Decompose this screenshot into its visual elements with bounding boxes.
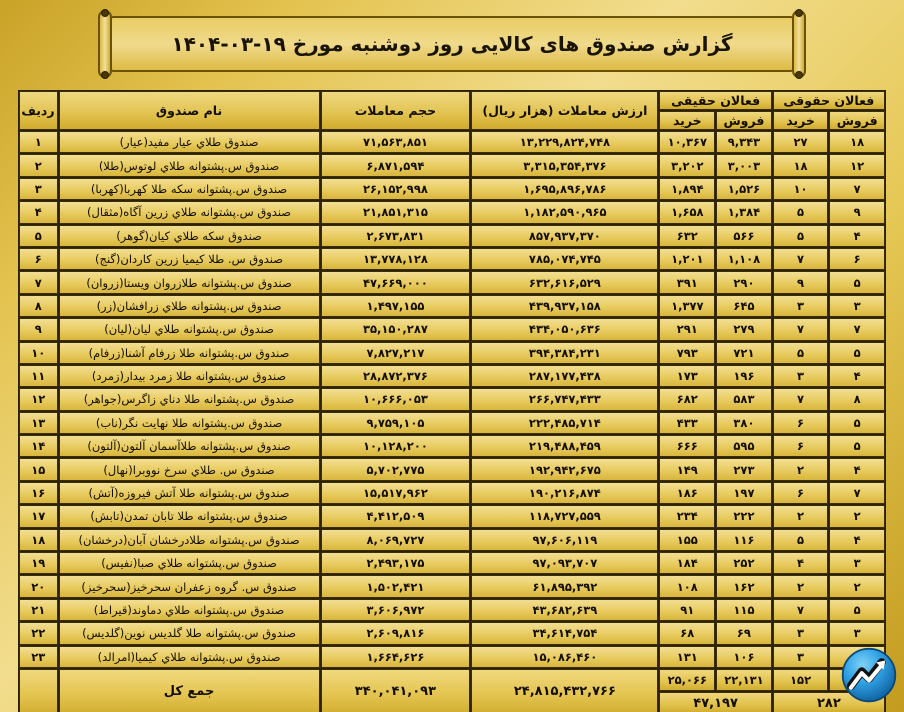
cell-fund-name: صندوق س.پشتوانه طلازروان ويستا(زروان) <box>59 271 320 293</box>
cell-fund-name: صندوق س.پشتوانه طلا نهايت نگر(ناب) <box>59 412 320 434</box>
cell-real-sell: ۶۴۵ <box>716 295 772 317</box>
cell-volume: ۱,۴۹۷,۱۵۵ <box>321 295 471 317</box>
cell-legal-buy: ۳ <box>773 365 829 387</box>
cell-legal-sell: ۲ <box>829 505 885 527</box>
cell-legal-buy: ۶ <box>773 482 829 504</box>
cell-legal-buy: ۶ <box>773 435 829 457</box>
cell-legal-buy: ۲ <box>773 505 829 527</box>
cell-legal-sell: ۵ <box>829 435 885 457</box>
cell-legal-sell: ۷ <box>829 482 885 504</box>
scroll-knob-bottom-left <box>101 71 109 79</box>
cell-volume: ۴,۴۱۲,۵۰۹ <box>321 505 471 527</box>
table-row <box>19 201 885 223</box>
chart-arrow-logo[interactable] <box>840 646 898 704</box>
total-value: ۲۴,۸۱۵,۴۳۲,۷۶۶ <box>471 669 658 712</box>
cell-volume: ۲۶,۱۵۲,۹۹۸ <box>321 178 471 200</box>
header-volume: حجم معاملات <box>321 91 471 130</box>
cell-row-index: ۱۶ <box>19 482 58 504</box>
table-row <box>19 458 885 480</box>
cell-legal-sell: ۹ <box>829 201 885 223</box>
cell-volume: ۷۱,۵۶۳,۸۵۱ <box>321 131 471 153</box>
cell-fund-name: صندوق س.پشتوانه طلاي زرين آگاه(مثقال) <box>59 201 320 223</box>
cell-value: ۳,۳۱۵,۳۵۴,۳۷۶ <box>471 154 658 176</box>
cell-real-buy: ۱۰۸ <box>659 575 715 597</box>
cell-fund-name: صندوق س.پشتوانه طلا آتش فيروزه(آتش) <box>59 482 320 504</box>
cell-legal-buy: ۶ <box>773 412 829 434</box>
table-row <box>19 529 885 551</box>
cell-fund-name: صندوق س.پشتوانه طلاي ليان(ليان) <box>59 318 320 340</box>
cell-legal-buy: ۵ <box>773 225 829 247</box>
cell-legal-buy: ۲ <box>773 458 829 480</box>
cell-row-index: ۱۳ <box>19 412 58 434</box>
cell-real-buy: ۱,۸۹۴ <box>659 178 715 200</box>
cell-volume: ۱,۵۰۲,۴۲۱ <box>321 575 471 597</box>
cell-fund-name: صندوق س. گروه زعفران سحرخيز(سحرخيز) <box>59 575 320 597</box>
cell-volume: ۲,۶۰۹,۸۱۶ <box>321 622 471 644</box>
table-footer <box>19 669 885 712</box>
cell-value: ۸۵۷,۹۳۷,۳۷۰ <box>471 225 658 247</box>
cell-legal-buy: ۹ <box>773 271 829 293</box>
cell-real-buy: ۱۸۴ <box>659 552 715 574</box>
cell-row-index: ۲۰ <box>19 575 58 597</box>
cell-fund-name: صندوق س.پشتوانه طلاي لوتوس(طلا) <box>59 154 320 176</box>
table-row <box>19 599 885 621</box>
table-row <box>19 248 885 270</box>
funds-report-table <box>18 90 886 712</box>
cell-value: ۷۸۵,۰۷۴,۷۴۵ <box>471 248 658 270</box>
cell-legal-buy: ۵ <box>773 201 829 223</box>
cell-volume: ۷,۸۲۷,۲۱۷ <box>321 342 471 364</box>
scroll-knob-top-right <box>795 9 803 17</box>
cell-legal-sell: ۵ <box>829 412 885 434</box>
table-row <box>19 482 885 504</box>
table-row <box>19 435 885 457</box>
cell-volume: ۲۱,۸۵۱,۳۱۵ <box>321 201 471 223</box>
cell-legal-sell: ۱۸ <box>829 131 885 153</box>
cell-fund-name: صندوق س.پشتوانه طلا گلديس نوين(گلديس) <box>59 622 320 644</box>
cell-legal-sell: ۷ <box>829 178 885 200</box>
cell-fund-name: صندوق س.پشتوانه طلا زمرد بيدار(زمرد) <box>59 365 320 387</box>
report-banner <box>0 0 904 88</box>
header-legal-group: فعالان حقوقی <box>773 91 885 110</box>
cell-value: ۳۹۴,۳۸۴,۲۳۱ <box>471 342 658 364</box>
cell-legal-sell: ۷ <box>829 318 885 340</box>
cell-volume: ۲,۴۹۳,۱۷۵ <box>321 552 471 574</box>
cell-legal-buy: ۷ <box>773 318 829 340</box>
cell-volume: ۵,۷۰۲,۷۷۵ <box>321 458 471 480</box>
cell-fund-name: صندوق س.پشتوانه طلاي صبا(نفيس) <box>59 552 320 574</box>
cell-row-index: ۶ <box>19 248 58 270</box>
cell-real-buy: ۱۳۱ <box>659 646 715 668</box>
cell-value: ۱۳,۲۲۹,۸۲۴,۷۴۸ <box>471 131 658 153</box>
table-row <box>19 154 885 176</box>
table-row <box>19 178 885 200</box>
cell-fund-name: صندوق س.پشتوانه طلا دناي زاگرس(جواهر) <box>59 388 320 410</box>
cell-row-index: ۹ <box>19 318 58 340</box>
cell-legal-buy: ۷ <box>773 388 829 410</box>
cell-fund-name: صندوق سكه طلاي كيان(گوهر) <box>59 225 320 247</box>
cell-value: ۴۳۴,۰۵۰,۶۳۶ <box>471 318 658 340</box>
cell-row-index: ۲ <box>19 154 58 176</box>
header-row-top <box>19 91 885 110</box>
table-row <box>19 575 885 597</box>
table-row <box>19 622 885 644</box>
cell-real-buy: ۶۸ <box>659 622 715 644</box>
header-value: ارزش معاملات (هزار ریال) <box>471 91 658 130</box>
cell-value: ۹۷,۶۰۶,۱۱۹ <box>471 529 658 551</box>
table-row <box>19 271 885 293</box>
cell-real-sell: ۷۲۱ <box>716 342 772 364</box>
cell-volume: ۱۰,۶۶۶,۰۵۳ <box>321 388 471 410</box>
cell-real-sell: ۱۱۶ <box>716 529 772 551</box>
total-label: جمع كل <box>59 669 320 712</box>
cell-real-buy: ۶۸۲ <box>659 388 715 410</box>
cell-real-sell: ۲۷۹ <box>716 318 772 340</box>
header-legal-sell: فروش <box>829 111 885 130</box>
cell-fund-name: صندوق طلاي عيار مفيد(عيار) <box>59 131 320 153</box>
cell-fund-name: صندوق س.پشتوانه طلا زرفام آشنا(زرفام) <box>59 342 320 364</box>
cell-row-index: ۱۰ <box>19 342 58 364</box>
cell-fund-name: صندوق س. طلاي سرخ نووبرا(نهال) <box>59 458 320 480</box>
cell-real-sell: ۲۲۲ <box>716 505 772 527</box>
cell-real-sell: ۱۰۶ <box>716 646 772 668</box>
total-volume: ۳۴۰,۰۴۱,۰۹۳ <box>321 669 471 712</box>
cell-legal-sell: ۴ <box>829 225 885 247</box>
cell-real-sell: ۱۶۲ <box>716 575 772 597</box>
cell-row-index: ۳ <box>19 178 58 200</box>
cell-row-index: ۱۲ <box>19 388 58 410</box>
cell-real-buy: ۹۱ <box>659 599 715 621</box>
cell-real-buy: ۴۳۳ <box>659 412 715 434</box>
cell-legal-sell: ۸ <box>829 388 885 410</box>
cell-real-buy: ۳,۲۰۲ <box>659 154 715 176</box>
cell-row-index: ۱۸ <box>19 529 58 551</box>
cell-real-buy: ۱۸۶ <box>659 482 715 504</box>
cell-legal-buy: ۱۸ <box>773 154 829 176</box>
cell-legal-buy: ۵ <box>773 529 829 551</box>
cell-value: ۳۴,۶۱۴,۷۵۴ <box>471 622 658 644</box>
cell-volume: ۲۸,۸۷۲,۳۷۶ <box>321 365 471 387</box>
report-table-container <box>18 90 886 712</box>
cell-fund-name: صندوق س.پشتوانه طلاي زرافشان(زر) <box>59 295 320 317</box>
cell-legal-sell: ۳ <box>829 622 885 644</box>
table-row <box>19 505 885 527</box>
cell-value: ۹۷,۰۹۳,۷۰۷ <box>471 552 658 574</box>
cell-legal-buy: ۲۷ <box>773 131 829 153</box>
cell-fund-name: صندوق س. طلا كيميا زرين كاردان(گنج) <box>59 248 320 270</box>
cell-real-sell: ۳,۰۰۳ <box>716 154 772 176</box>
cell-legal-buy: ۴ <box>773 552 829 574</box>
cell-row-index: ۱۴ <box>19 435 58 457</box>
cell-legal-buy: ۲ <box>773 575 829 597</box>
cell-real-buy: ۱,۲۰۱ <box>659 248 715 270</box>
cell-value: ۲۶۶,۷۴۷,۴۳۳ <box>471 388 658 410</box>
cell-value: ۴۳,۶۸۲,۶۳۹ <box>471 599 658 621</box>
cell-row-index: ۱ <box>19 131 58 153</box>
grand-real-total: ۴۷,۱۹۷ <box>659 692 771 712</box>
cell-volume: ۱۰,۱۲۸,۲۰۰ <box>321 435 471 457</box>
cell-real-sell: ۳۸۰ <box>716 412 772 434</box>
cell-real-buy: ۱,۶۵۸ <box>659 201 715 223</box>
cell-legal-sell: ۴ <box>829 529 885 551</box>
cell-legal-buy: ۷ <box>773 599 829 621</box>
cell-value: ۱,۶۹۵,۸۹۶,۷۸۶ <box>471 178 658 200</box>
cell-value: ۱۹۲,۹۴۲,۶۷۵ <box>471 458 658 480</box>
header-row-index: ردیف <box>19 91 58 130</box>
cell-real-buy: ۱۰,۳۶۷ <box>659 131 715 153</box>
cell-legal-sell: ۶ <box>829 248 885 270</box>
cell-row-index: ۲۳ <box>19 646 58 668</box>
scroll-knob-bottom-right <box>795 71 803 79</box>
cell-volume: ۸,۰۶۹,۷۲۷ <box>321 529 471 551</box>
cell-real-sell: ۱,۵۲۶ <box>716 178 772 200</box>
cell-real-sell: ۱,۳۸۴ <box>716 201 772 223</box>
table-row <box>19 225 885 247</box>
cell-legal-sell: ۵ <box>829 599 885 621</box>
cell-volume: ۲,۶۷۳,۸۳۱ <box>321 225 471 247</box>
cell-volume: ۳۵,۱۵۰,۲۸۷ <box>321 318 471 340</box>
cell-legal-buy: ۱۰ <box>773 178 829 200</box>
table-body <box>19 131 885 668</box>
cell-fund-name: صندوق س.پشتوانه طلا تابان تمدن(تابش) <box>59 505 320 527</box>
cell-legal-buy: ۳ <box>773 295 829 317</box>
cell-legal-sell: ۳ <box>829 295 885 317</box>
cell-real-sell: ۵۹۵ <box>716 435 772 457</box>
cell-fund-name: صندوق س.پشتوانه سكه طلا كهربا(كهربا) <box>59 178 320 200</box>
cell-value: ۱,۱۸۲,۵۹۰,۹۶۵ <box>471 201 658 223</box>
scroll-roll-right <box>792 10 806 78</box>
cell-legal-buy: ۳ <box>773 646 829 668</box>
cell-volume: ۱۵,۵۱۷,۹۶۲ <box>321 482 471 504</box>
cell-real-sell: ۵۶۶ <box>716 225 772 247</box>
cell-volume: ۹,۷۵۹,۱۰۵ <box>321 412 471 434</box>
cell-real-sell: ۱۹۶ <box>716 365 772 387</box>
cell-value: ۲۸۷,۱۷۷,۴۳۸ <box>471 365 658 387</box>
cell-real-sell: ۱۹۷ <box>716 482 772 504</box>
cell-real-buy: ۲۹۱ <box>659 318 715 340</box>
cell-row-index: ۷ <box>19 271 58 293</box>
cell-legal-buy: ۵ <box>773 342 829 364</box>
cell-value: ۶۱,۸۹۵,۳۹۲ <box>471 575 658 597</box>
cell-fund-name: صندوق س.پشتوانه طلادرخشان آبان(درخشان) <box>59 529 320 551</box>
cell-legal-sell: ۴ <box>829 458 885 480</box>
cell-row-index: ۸ <box>19 295 58 317</box>
table-row <box>19 412 885 434</box>
header-real-group: فعالان حقیقی <box>659 91 771 110</box>
cell-real-sell: ۲۹۰ <box>716 271 772 293</box>
total-real-buy: ۲۵,۰۶۶ <box>659 669 715 691</box>
cell-legal-sell: ۵ <box>829 271 885 293</box>
cell-real-buy: ۷۹۳ <box>659 342 715 364</box>
cell-real-sell: ۱۱۵ <box>716 599 772 621</box>
cell-value: ۲۱۹,۴۸۸,۴۵۹ <box>471 435 658 457</box>
cell-row-index: ۱۷ <box>19 505 58 527</box>
cell-value: ۲۲۲,۴۸۵,۷۱۴ <box>471 412 658 434</box>
cell-value: ۱۹۰,۲۱۶,۸۷۴ <box>471 482 658 504</box>
cell-legal-sell: ۵ <box>829 342 885 364</box>
table-row <box>19 342 885 364</box>
table-row <box>19 131 885 153</box>
cell-row-index: ۲۱ <box>19 599 58 621</box>
header-real-sell: فروش <box>716 111 772 130</box>
cell-real-sell: ۵۸۳ <box>716 388 772 410</box>
table-row <box>19 388 885 410</box>
cell-real-buy: ۲۳۴ <box>659 505 715 527</box>
cell-row-index: ۱۵ <box>19 458 58 480</box>
cell-legal-sell: ۲ <box>829 575 885 597</box>
cell-legal-sell: ۴ <box>829 365 885 387</box>
cell-volume: ۳,۶۰۶,۹۷۲ <box>321 599 471 621</box>
total-real-sell: ۲۲,۱۳۱ <box>716 669 772 691</box>
page-title: گزارش صندوق های کالایی روز دوشنبه مورخ ۱۹-۰۳-۱۴۰۴ <box>171 32 733 56</box>
cell-value: ۴۳۹,۹۳۷,۱۵۸ <box>471 295 658 317</box>
banner-scroll-frame <box>100 10 804 78</box>
total-legal-buy: ۱۵۲ <box>773 669 829 691</box>
table-row <box>19 552 885 574</box>
cell-value: ۶۳۲,۶۱۶,۵۲۹ <box>471 271 658 293</box>
cell-real-buy: ۱۵۵ <box>659 529 715 551</box>
cell-volume: ۱,۶۶۴,۶۲۶ <box>321 646 471 668</box>
cell-value: ۱۵,۰۸۶,۴۶۰ <box>471 646 658 668</box>
header-legal-buy: خرید <box>773 111 829 130</box>
table-row <box>19 295 885 317</box>
cell-real-sell: ۱,۱۰۸ <box>716 248 772 270</box>
cell-legal-sell: ۱۲ <box>829 154 885 176</box>
banner-inner-frame <box>110 16 794 72</box>
cell-legal-buy: ۳ <box>773 622 829 644</box>
table-header <box>19 91 885 130</box>
cell-real-buy: ۱۷۳ <box>659 365 715 387</box>
header-fund-name: نام صندوق <box>59 91 320 130</box>
total-index-blank <box>19 669 58 712</box>
grand-legal-total: ۲۸۲ <box>773 692 885 712</box>
cell-real-buy: ۱,۳۷۷ <box>659 295 715 317</box>
cell-row-index: ۱۱ <box>19 365 58 387</box>
cell-real-sell: ۶۹ <box>716 622 772 644</box>
cell-row-index: ۲۲ <box>19 622 58 644</box>
cell-real-buy: ۱۴۹ <box>659 458 715 480</box>
scroll-knob-top-left <box>101 9 109 17</box>
cell-real-buy: ۶۶۶ <box>659 435 715 457</box>
cell-volume: ۶,۸۷۱,۵۹۴ <box>321 154 471 176</box>
cell-volume: ۴۷,۶۶۹,۰۰۰ <box>321 271 471 293</box>
cell-row-index: ۵ <box>19 225 58 247</box>
cell-real-sell: ۲۵۲ <box>716 552 772 574</box>
cell-row-index: ۱۹ <box>19 552 58 574</box>
cell-volume: ۱۳,۷۷۸,۱۲۸ <box>321 248 471 270</box>
table-row <box>19 318 885 340</box>
cell-fund-name: صندوق س.پشتوانه طلاآسمان آلتون(آلتون) <box>59 435 320 457</box>
cell-real-sell: ۹,۳۴۳ <box>716 131 772 153</box>
cell-row-index: ۴ <box>19 201 58 223</box>
cell-value: ۱۱۸,۷۲۷,۵۵۹ <box>471 505 658 527</box>
table-row <box>19 646 885 668</box>
cell-real-buy: ۳۹۱ <box>659 271 715 293</box>
cell-legal-sell: ۳ <box>829 552 885 574</box>
header-real-buy: خرید <box>659 111 715 130</box>
cell-fund-name: صندوق س.پشتوانه طلاي دماوند(قيراط) <box>59 599 320 621</box>
cell-real-sell: ۲۷۳ <box>716 458 772 480</box>
cell-legal-buy: ۷ <box>773 248 829 270</box>
cell-fund-name: صندوق س.پشتوانه طلاي كيميا(امرالد) <box>59 646 320 668</box>
totals-row <box>19 669 885 691</box>
cell-real-buy: ۶۳۲ <box>659 225 715 247</box>
table-row <box>19 365 885 387</box>
